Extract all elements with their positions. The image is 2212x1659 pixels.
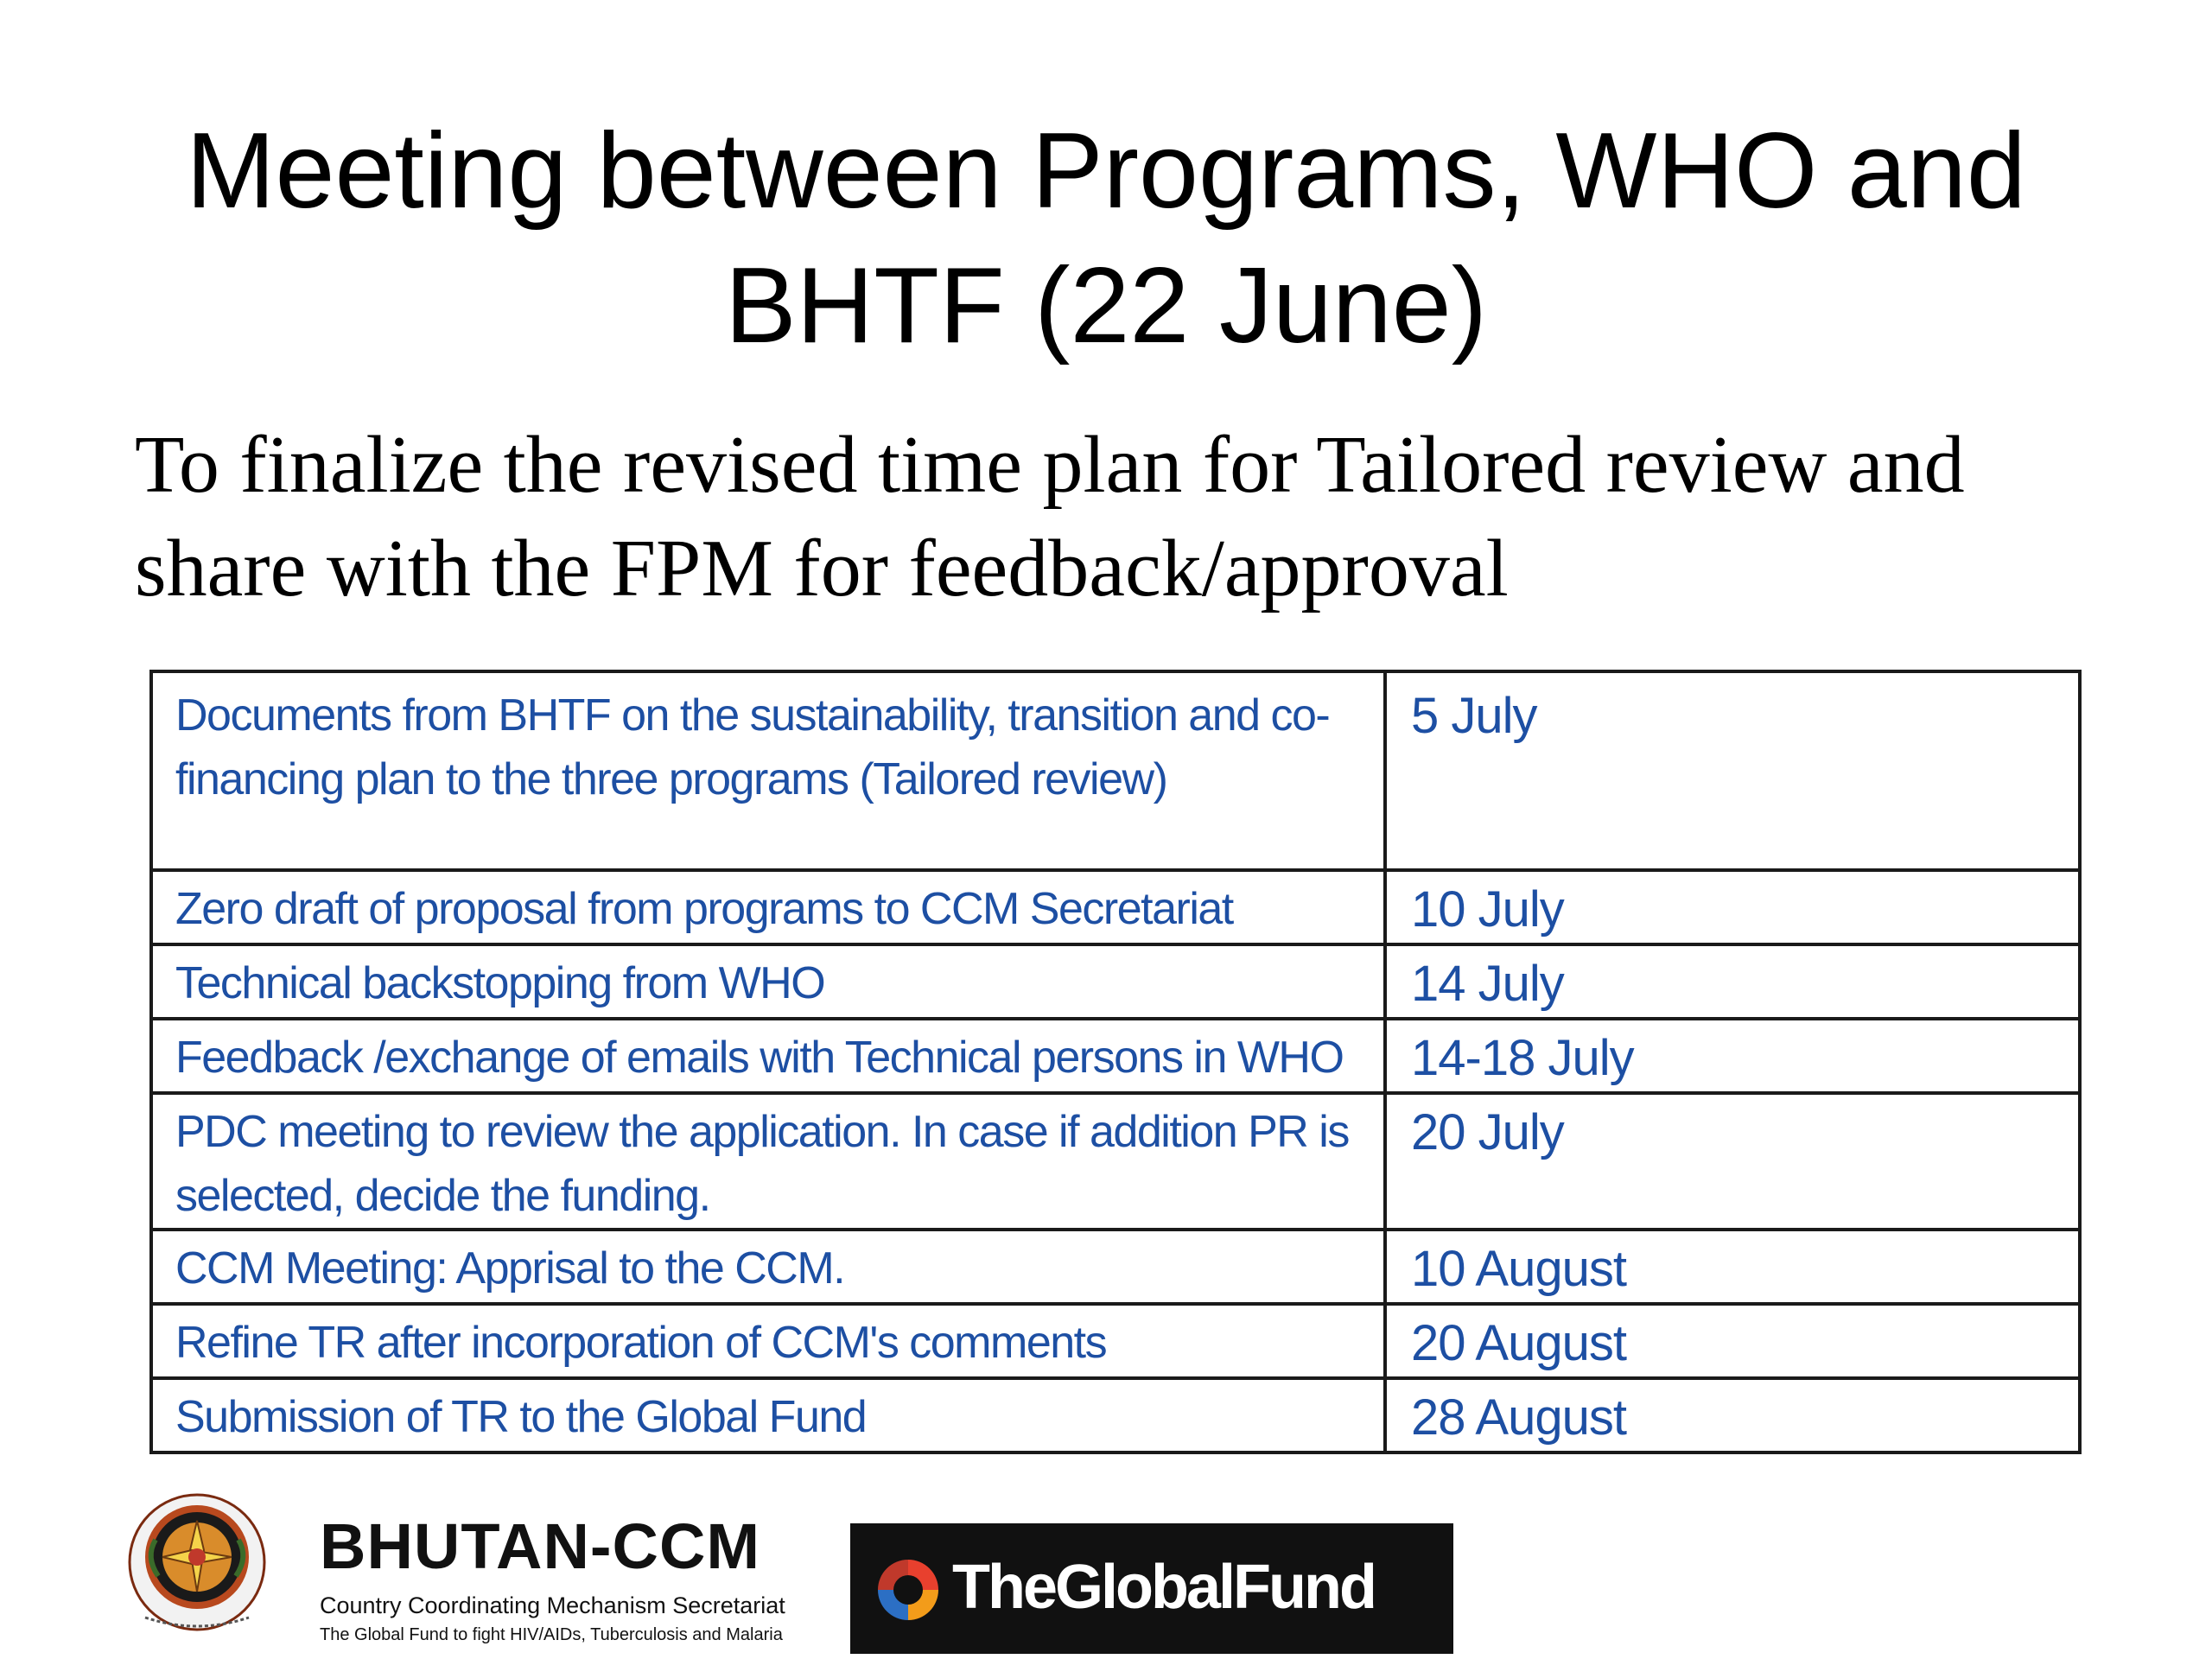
- table-row: [151, 1378, 2080, 1452]
- table-row: [151, 671, 2080, 870]
- activity-cell: [151, 671, 1385, 870]
- activity-text: PDC meeting to review the application. In case if addition PR is: [175, 1107, 1349, 1157]
- table-row: [151, 1093, 2080, 1230]
- activity-cell: [151, 1093, 1385, 1230]
- slide-title-line-2: BHTF (22 June): [724, 246, 1488, 365]
- ccm-tagline: The Global Fund to fight HIV/AIDs, Tuberculosis and Malaria: [320, 1625, 783, 1644]
- date-cell: 10 August: [1385, 1230, 2080, 1304]
- slide-subtitle-line-1: To finalize the revised time plan for Tailored review and: [135, 420, 1965, 510]
- activity-text: selected, decide the funding.: [175, 1171, 710, 1221]
- slide-subtitle-line-2: share with the FPM for feedback/approval: [135, 524, 1509, 613]
- date-cell: 20 July: [1385, 1093, 2080, 1230]
- ccm-subtitle: Country Coordinating Mechanism Secretariat: [320, 1592, 785, 1618]
- table-row: [151, 944, 2080, 1019]
- table-row: [151, 1230, 2080, 1304]
- table-row: [151, 1304, 2080, 1378]
- slide-title: [0, 104, 2212, 373]
- slide-title-line-1: Meeting between Programs, WHO and: [186, 111, 2026, 231]
- activity-cell: Submission of TR to the Global Fund: [151, 1378, 1385, 1452]
- date-cell: 10 July: [1385, 870, 2080, 944]
- global-fund-swirl-icon: [869, 1551, 947, 1629]
- activity-text: financing plan to the three programs (Tailored review): [175, 754, 1167, 804]
- activity-cell: Feedback /exchange of emails with Technical persons in WHO: [151, 1019, 1385, 1093]
- table-row: [151, 1019, 2080, 1093]
- slide-subtitle: [135, 413, 2122, 620]
- date-cell: 20 August: [1385, 1304, 2080, 1378]
- date-cell: 28 August: [1385, 1378, 2080, 1452]
- activity-cell: Zero draft of proposal from programs to CCM Secretariat: [151, 870, 1385, 944]
- ccm-name: BHUTAN-CCM: [320, 1510, 761, 1582]
- schedule-table: [149, 670, 2082, 1454]
- global-fund-logo-text: TheGlobalFund: [952, 1553, 1375, 1622]
- bhutan-emblem-icon: [111, 1488, 283, 1642]
- activity-cell: CCM Meeting: Apprisal to the CCM.: [151, 1230, 1385, 1304]
- date-cell: 14-18 July: [1385, 1019, 2080, 1093]
- date-cell: 5 July: [1385, 671, 2080, 870]
- activity-cell: Technical backstopping from WHO: [151, 944, 1385, 1019]
- date-cell: 14 July: [1385, 944, 2080, 1019]
- global-fund-logo: [850, 1523, 1453, 1654]
- activity-text: Documents from BHTF on the sustainability, transition and co-: [175, 690, 1330, 741]
- table-row: [151, 870, 2080, 944]
- activity-cell: Refine TR after incorporation of CCM's comments: [151, 1304, 1385, 1378]
